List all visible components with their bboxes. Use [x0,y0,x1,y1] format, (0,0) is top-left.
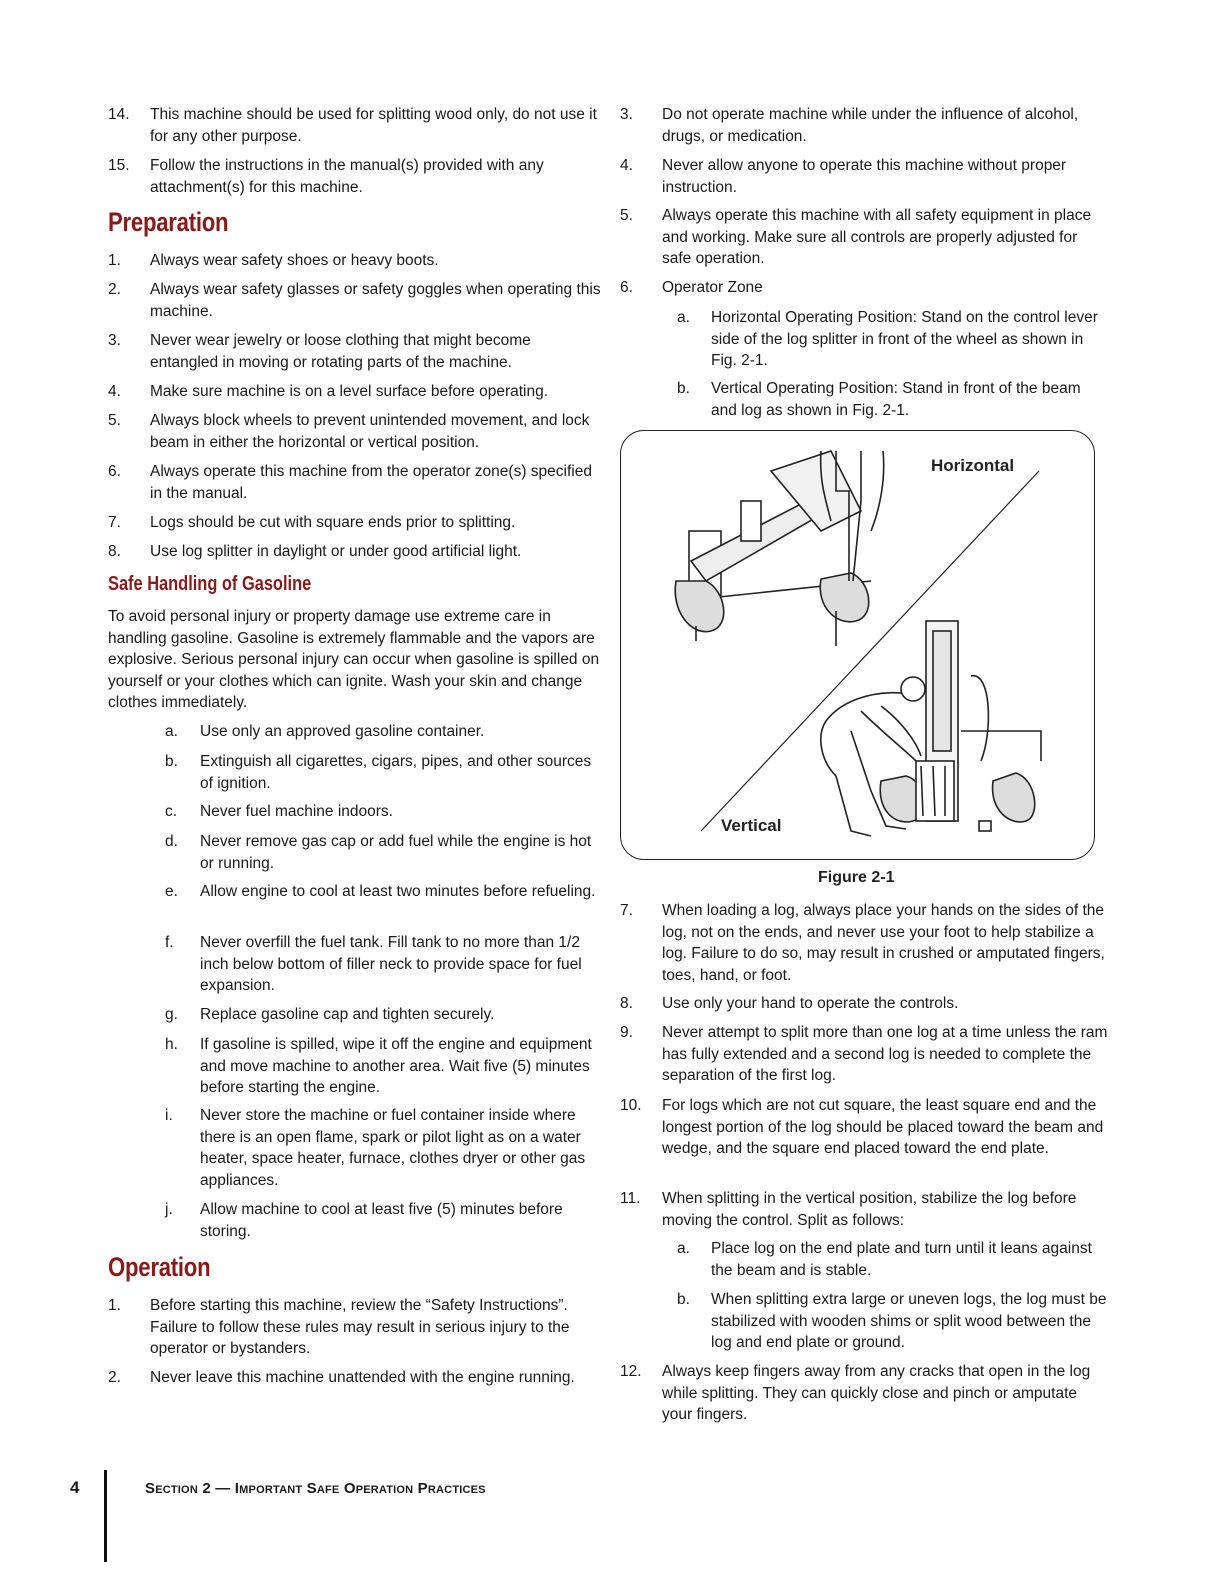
item-text: For logs which are not cut square, the least square end and the longest portion of the log should be placed toward the beam and wedge, and the square end placed toward the end plate. [662,1097,1104,1157]
list-item [620,1095,1110,1160]
figure-2-1 [620,430,1095,860]
list-item [108,541,603,563]
list-item [108,104,603,147]
item-letter: c. [165,803,178,820]
item-text: Never wear jewelry or loose clothing that might become entangled in moving or rotating parts of the machine. [150,332,531,371]
list-item [620,1238,1110,1281]
footer-section-title: Section 2 — Important Safe Operation Practices [145,1480,486,1497]
figure-illustration [621,431,1095,860]
label-vertical: Vertical [721,816,782,835]
item-number: 3. [108,332,121,349]
item-text: Always block wheels to prevent unintended movement, and lock beam in either the horizontal or vertical position. [150,412,590,451]
item-text: Never fuel machine indoors. [200,803,393,820]
figure-caption: Figure 2-1 [818,869,895,886]
list-item [620,1188,1110,1231]
list-item [620,277,1110,299]
item-letter: g. [165,1006,178,1023]
list-item [108,1034,603,1099]
list-item [108,461,603,504]
list-item [620,900,1110,986]
list-item [620,1022,1110,1087]
list-item [108,751,603,794]
item-number: 5. [108,412,121,429]
list-item [108,1105,603,1191]
item-text: Place log on the end plate and turn until it leans against the beam and is stable. [711,1240,1092,1279]
item-number: 3. [620,106,633,123]
item-text: Never allow anyone to operate this machine without proper instruction. [662,157,1067,196]
item-text: When splitting extra large or uneven logs, the log must be stabilized with wooden shims or split wood between the log and end plate or ground. [711,1291,1107,1351]
item-number: 2. [108,1369,121,1386]
item-letter: a. [165,723,178,740]
item-text: Replace gasoline cap and tighten securely. [200,1006,495,1023]
item-number: 7. [108,514,121,531]
item-text: This machine should be used for splitting wood only, do not use it for any other purpose. [150,106,597,145]
item-number: 8. [108,543,121,560]
horizontal-log-splitter [675,451,871,646]
item-text: Use only your hand to operate the controls. [662,995,959,1012]
item-letter: h. [165,1036,178,1053]
item-text: Operator Zone [662,279,763,296]
item-text: Always operate this machine from the operator zone(s) specified in the manual. [150,463,592,502]
heading-operation: Operation [108,1252,211,1282]
list-item [620,993,1110,1015]
item-text: Horizontal Operating Position: Stand on the control lever side of the log splitter in front of the wheel as shown in Fig. 2-1. [711,309,1098,369]
list-item [108,721,603,743]
item-number: 1. [108,1297,121,1314]
list-item [620,307,1110,372]
item-text: When splitting in the vertical position, stabilize the log before moving the control. Split as follows: [662,1190,1077,1229]
item-text: Allow engine to cool at least two minutes before refueling. [200,883,596,900]
item-text: Make sure machine is on a level surface before operating. [150,383,549,400]
footer-divider [104,1470,107,1562]
item-number: 6. [620,279,633,296]
item-number: 4. [108,383,121,400]
list-item [108,831,603,874]
list-item [620,1361,1110,1426]
list-item [108,1199,603,1242]
item-letter: d. [165,833,178,850]
page-number: 4 [70,1478,80,1497]
item-number: 2. [108,281,121,298]
list-item [108,330,603,373]
list-item [108,410,603,453]
list-item [620,205,1110,270]
label-horizontal: Horizontal [931,456,1015,475]
item-letter: a. [677,1240,690,1257]
list-item [108,155,603,198]
item-text: Always wear safety shoes or heavy boots. [150,252,439,269]
item-text: Before starting this machine, review the “Safety Instructions”. Failure to follow these rules may result in serious injury to the operator or bystanders. [150,1297,570,1357]
item-text: Always keep fingers away from any cracks that open in the log while splitting. They can quickly close and pinch or amputate your fingers. [662,1363,1091,1423]
item-text: Do not operate machine while under the influence of alcohol, drugs, or medication. [662,106,1079,145]
item-number: 14. [108,106,130,123]
item-number: 12. [620,1363,642,1380]
list-item [108,881,603,903]
item-letter: e. [165,883,178,900]
item-text: When loading a log, always place your hands on the sides of the log, not on the ends, and never use your foot to help stabilize a log. Failure to do so, may result in crushed or amputated fingers, toes, hand, or foot. [662,902,1105,984]
item-text: Follow the instructions in the manual(s) provided with any attachment(s) for this machine. [150,157,544,196]
item-number: 15. [108,157,130,174]
item-number: 11. [620,1190,641,1207]
item-text: Extinguish all cigarettes, cigars, pipes, and other sources of ignition. [200,753,592,792]
item-text: Never attempt to split more than one log at a time unless the ram has fully extended and a second log is needed to complete the separation of the first log. [662,1024,1108,1084]
list-item [108,279,603,322]
list-item [620,104,1110,147]
heading-safe-handling-gasoline: Safe Handling of Gasoline [108,573,312,595]
gasoline-intro: To avoid personal injury or property damage use extreme care in handling gasoline. Gasoline is extremely flammable and the vapors are explosive. Serious personal injury can occur when gasoline is spilled on yourself or your clothes which can ignite. Wash your skin and change clothes immediately. [108,608,600,711]
item-number: 8. [620,995,633,1012]
item-number: 5. [620,207,633,224]
item-text: Vertical Operating Position: Stand in front of the beam and log as shown in Fig. 2-1. [711,380,1081,419]
heading-preparation: Preparation [108,207,229,237]
item-text: Always operate this machine with all safety equipment in place and working. Make sure all controls are properly adjusted for safe operation. [662,207,1092,267]
item-number: 9. [620,1024,633,1041]
item-text: Use log splitter in daylight or under good artificial light. [150,543,522,560]
list-item [108,1367,603,1389]
item-letter: b. [677,380,690,397]
item-text: Allow machine to cool at least five (5) minutes before storing. [200,1201,563,1240]
item-letter: j. [165,1201,173,1218]
list-item [108,801,603,823]
item-number: 4. [620,157,633,174]
item-text: Always wear safety glasses or safety goggles when operating this machine. [150,281,601,320]
list-item [108,381,603,403]
item-text: Never remove gas cap or add fuel while the engine is hot or running. [200,833,592,872]
item-letter: b. [677,1291,690,1308]
item-text: Logs should be cut with square ends prior to splitting. [150,514,516,531]
item-text: Use only an approved gasoline container. [200,723,485,740]
item-text: Never store the machine or fuel container inside where there is an open flame, spark or pilot light as on a water heater, space heater, furnace, clothes dryer or other gas appliances. [200,1107,586,1189]
item-letter: f. [165,934,174,951]
item-letter: i. [165,1107,173,1124]
list-item [620,155,1110,198]
list-item [108,250,603,272]
list-item [620,378,1110,421]
item-text: Never leave this machine unattended with the engine running. [150,1369,575,1386]
list-item [620,1289,1110,1354]
item-letter: b. [165,753,178,770]
list-item [108,512,603,534]
vertical-log-splitter [880,621,1041,831]
list-item [108,932,603,997]
item-text: If gasoline is spilled, wipe it off the engine and equipment and move machine to another area. Wait five (5) minutes before starting the engine. [200,1036,592,1096]
item-number: 10. [620,1097,642,1114]
list-item [108,1295,603,1360]
item-number: 7. [620,902,633,919]
item-text: Never overfill the fuel tank. Fill tank to no more than 1/2 inch below bottom of filler neck to provide space for fuel expansion. [200,934,582,994]
item-number: 6. [108,463,121,480]
list-item [108,1004,603,1026]
item-letter: a. [677,309,690,326]
item-number: 1. [108,252,121,269]
